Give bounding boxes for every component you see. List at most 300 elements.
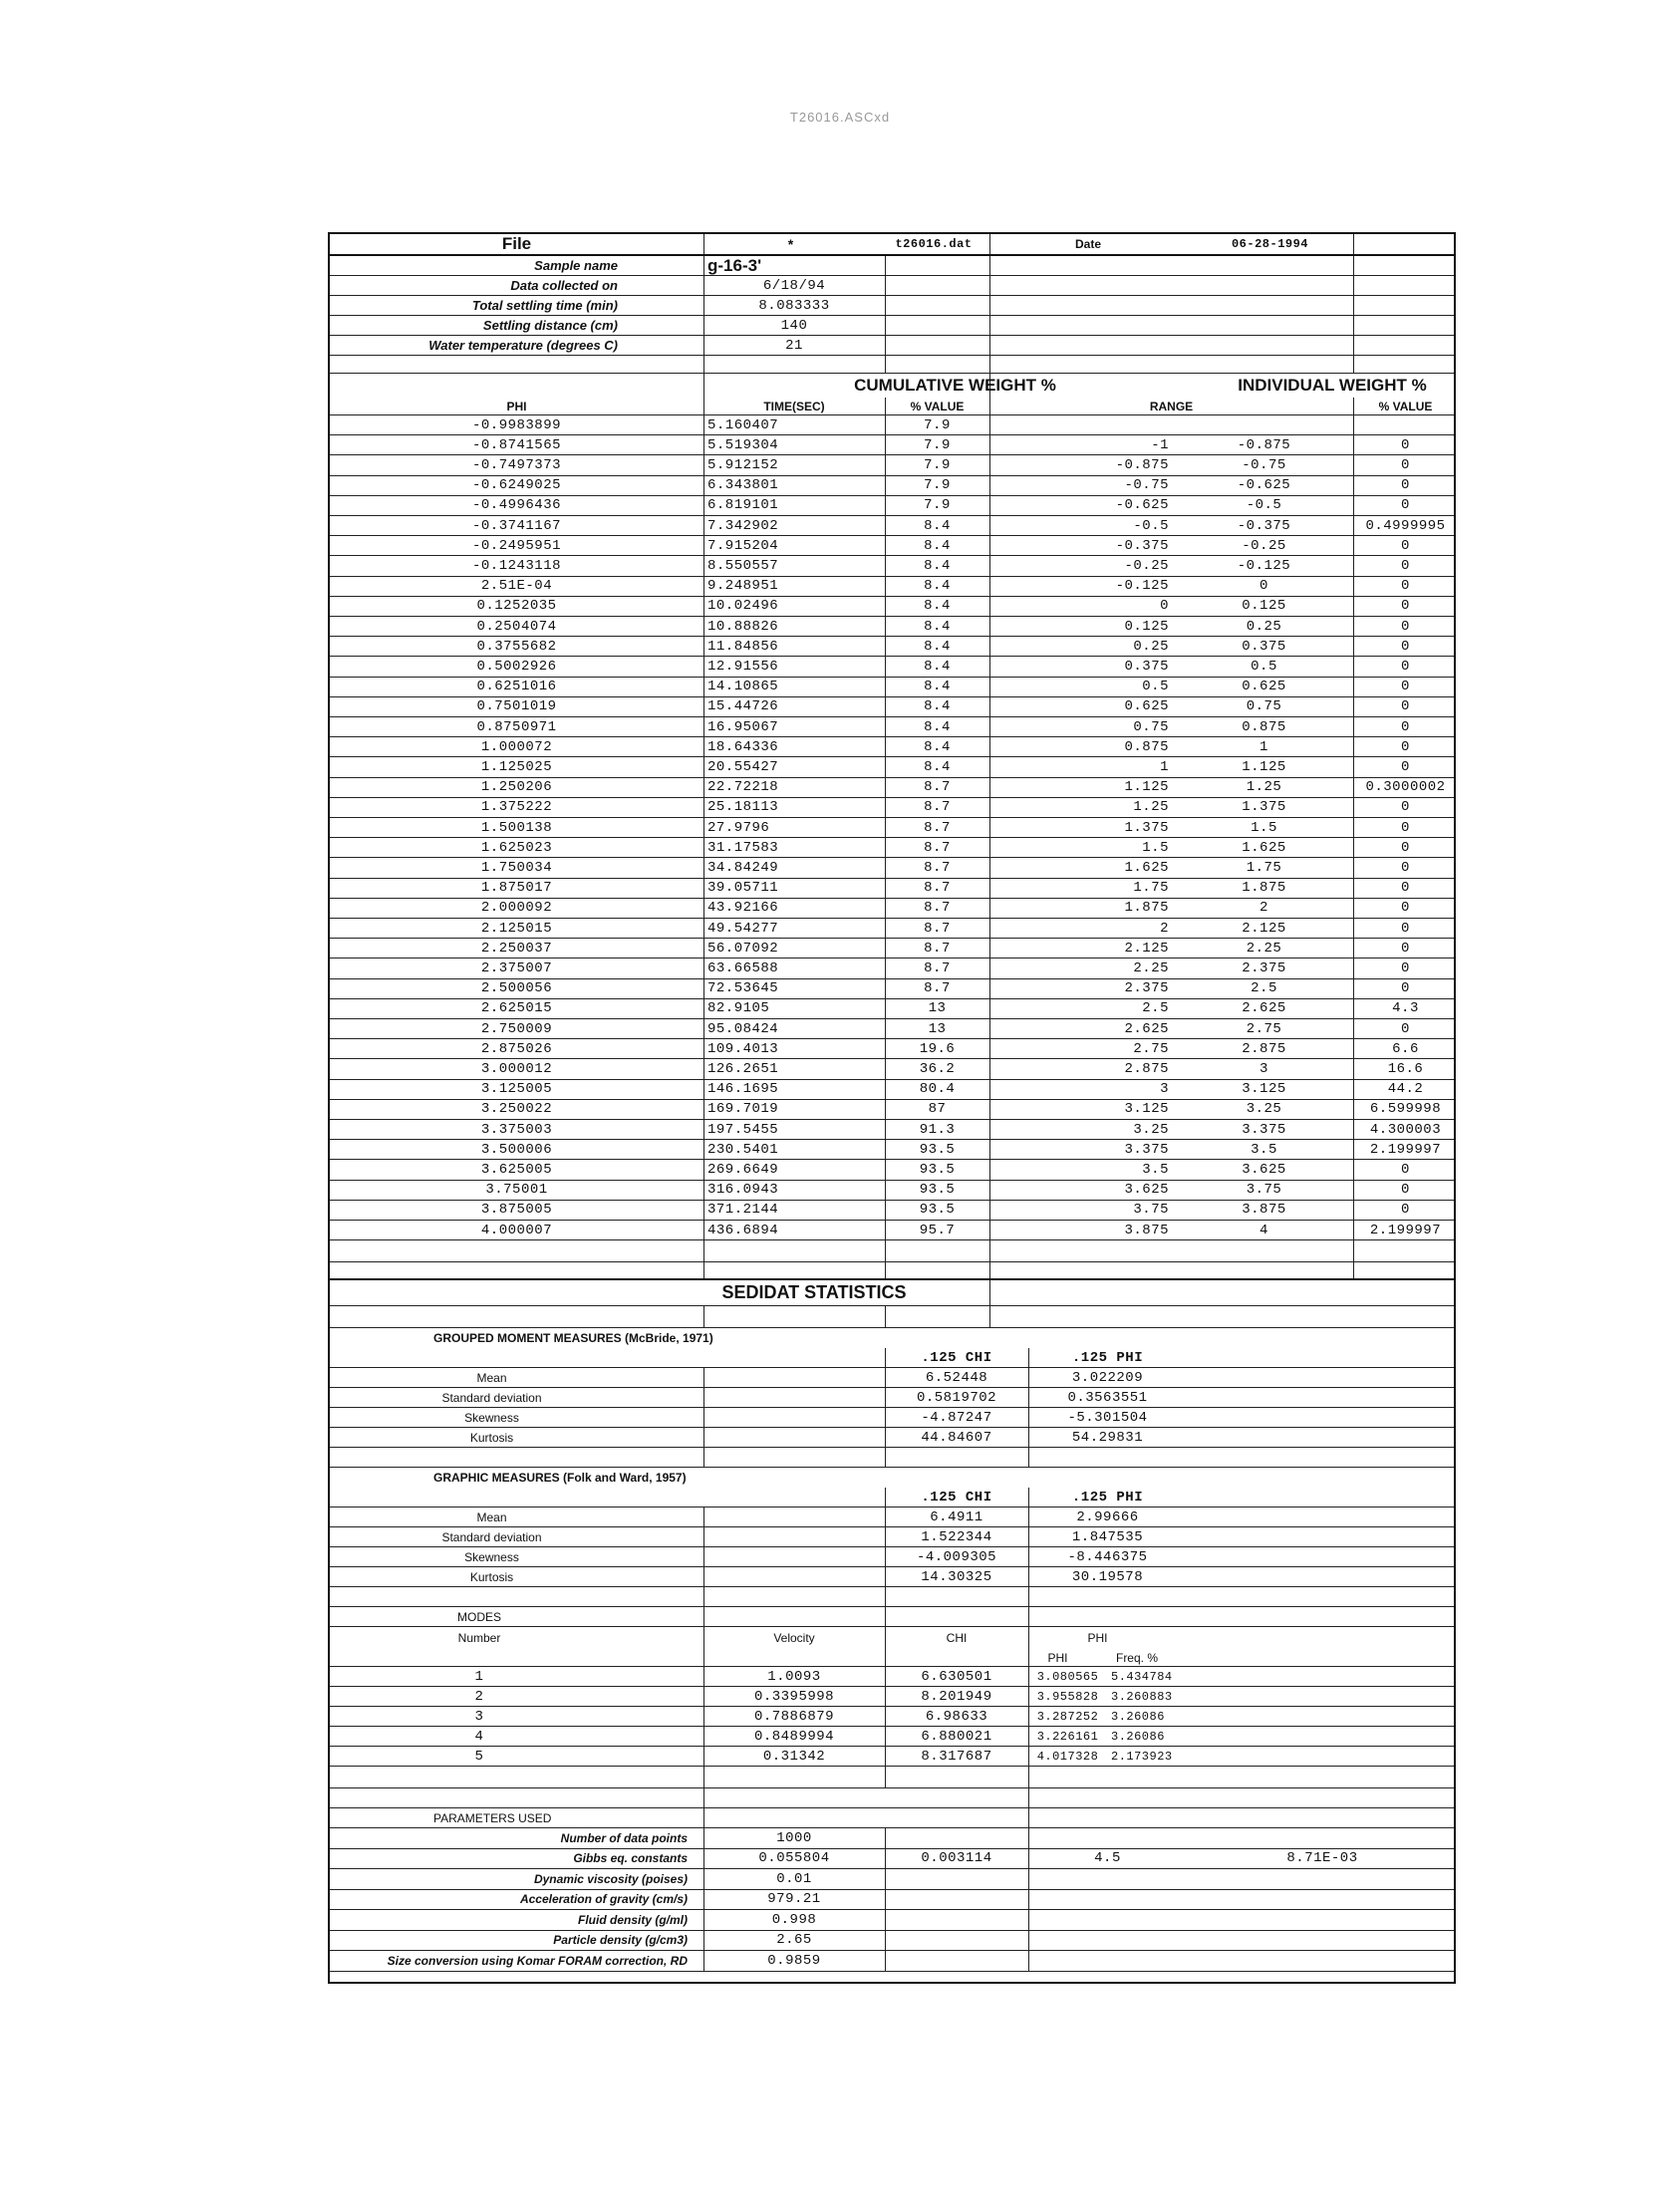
range-end-cell: 0.5 [1251,658,1277,675]
phi-cell: 0.5002926 [476,658,557,675]
range-end-cell: -0.125 [1237,557,1291,574]
range-start-cell: 1.5 [1142,839,1169,856]
phi-cell: 3.875005 [480,1202,553,1219]
param-value-2 [885,1951,1028,1971]
ind-value-cell: 0 [1401,880,1410,897]
phi-cell: 1.625023 [480,839,553,856]
cum-value-cell: 8.4 [924,658,951,675]
weight-row [330,1120,1454,1140]
graphic-col-chi: .125 CHI [921,1489,992,1506]
param-label: Particle density (g/cm3) [553,1933,688,1948]
phi-cell: 0.6251016 [476,679,557,695]
param-label: Dynamic viscosity (poises) [533,1871,688,1886]
cum-value-cell: 8.4 [924,698,951,715]
graphic-row [330,1567,1454,1587]
cum-value-cell: 8.7 [924,980,951,997]
range-start-cell: -1 [1151,436,1169,453]
cum-value-cell: 7.9 [924,436,951,453]
cum-value-cell: 7.9 [924,497,951,514]
ind-value-cell: 0 [1401,738,1410,755]
modes-sub-phi: PHI [1047,1650,1068,1665]
range-start-cell: 1.625 [1124,859,1169,876]
phi-cell: 1.125025 [480,758,553,775]
time-cell: 82.9105 [707,1000,770,1017]
cum-value-cell: 93.5 [919,1161,956,1178]
modes-col-number: Number [457,1631,501,1646]
cum-value-cell: 8.7 [924,959,951,976]
graphic-chi: 14.30325 [921,1568,992,1585]
file-name: t26016.dat [895,237,973,251]
param-value-2 [885,1931,1028,1951]
weight-row [330,899,1454,919]
phi-cell: 3.000012 [480,1060,553,1077]
cum-value-cell: 8.7 [924,859,951,876]
weight-row [330,1160,1454,1180]
param-row [330,1849,1454,1870]
moment-label: Standard deviation [441,1390,542,1405]
range-start-cell: -0.125 [1115,578,1169,595]
graphic-phi: -8.446375 [1067,1548,1148,1565]
cum-value-cell: 95.7 [919,1222,956,1238]
mode-freq: 3.260883 [1111,1689,1173,1704]
range-end-cell: -0.625 [1237,477,1291,494]
param-value-1: 2.65 [776,1932,812,1949]
range-end-cell: 1.25 [1246,779,1282,796]
range-start-cell: 2.25 [1133,959,1169,976]
time-cell: 6.343801 [707,477,779,494]
param-value-1: 0.998 [771,1911,817,1928]
mode-phi: 3.955828 [1036,1689,1099,1704]
range-end-cell: 1 [1260,738,1268,755]
range-start-cell: 0.625 [1124,698,1169,715]
ind-value-cell: 0 [1401,638,1410,655]
param-value-3 [1028,1951,1187,1971]
graphic-row [330,1527,1454,1547]
mode-number: 4 [474,1728,484,1745]
param-value-4 [1187,1828,1458,1848]
time-cell: 11.84856 [707,638,779,655]
graphic-phi: 1.847535 [1071,1528,1144,1545]
mode-number: 2 [474,1688,484,1705]
graphic-row [330,1507,1454,1527]
time-cell: 15.44726 [707,698,779,715]
range-start-cell: -0.75 [1124,477,1169,494]
mode-chi: 6.98633 [925,1708,988,1725]
ind-value-cell: 0.3000002 [1365,779,1446,796]
moment-label: Mean [476,1370,507,1385]
graphic-chi: 6.4911 [930,1508,983,1525]
time-cell: 7.342902 [707,517,779,534]
param-row [330,1951,1454,1972]
ind-value-cell: 0 [1401,658,1410,675]
moment-phi: 3.022209 [1071,1369,1144,1386]
weight-row [330,1019,1454,1039]
weight-row [330,455,1454,475]
cum-value-cell: 36.2 [919,1060,956,1077]
phi-cell: 2.750009 [480,1020,553,1037]
range-end-cell: 1.375 [1242,799,1286,816]
param-label: Gibbs eq. constants [573,1851,688,1866]
range-end-cell: 2 [1260,900,1268,917]
param-value-3: 4.5 [1094,1850,1121,1867]
param-value-4 [1187,1890,1458,1910]
time-cell: 230.5401 [707,1141,779,1158]
spacer-row [330,1262,1454,1280]
range-start-cell: 2 [1160,920,1169,937]
phi-cell: 2.250037 [480,940,553,957]
ind-value-cell: 0 [1401,859,1410,876]
range-end-cell: -0.25 [1242,537,1286,554]
ind-value-cell: 0 [1401,839,1410,856]
ind-value-cell: 0 [1401,456,1410,473]
modes-col-phi: PHI [1087,1631,1108,1646]
cum-value-cell: 8.4 [924,638,951,655]
ind-value-cell: 0 [1401,819,1410,836]
param-row [330,1890,1454,1911]
phi-cell: 4.000007 [480,1222,553,1238]
moment-title: GROUPED MOMENT MEASURES (McBride, 1971) [433,1331,713,1346]
time-cell: 6.819101 [707,497,779,514]
range-start-cell: 2.125 [1124,940,1169,957]
weight-row [330,879,1454,899]
range-end-cell: 0.875 [1242,718,1286,735]
time-cell: 72.53645 [707,980,779,997]
weight-row [330,556,1454,576]
spacer-row [330,356,1454,374]
moment-header-row [330,1348,1454,1368]
cum-value-cell: 8.7 [924,920,951,937]
range-start-cell: 2.75 [1133,1040,1169,1057]
mode-row [330,1707,1454,1727]
time-cell: 16.95067 [707,718,779,735]
cum-value-cell: 93.5 [919,1141,956,1158]
file-info-row [330,256,1454,276]
mode-phi: 3.080565 [1036,1669,1099,1684]
cum-value-cell: 8.4 [924,718,951,735]
file-info-row [330,296,1454,316]
moment-col-phi: .125 PHI [1071,1349,1144,1366]
moment-col-chi: .125 CHI [921,1349,992,1366]
ind-value-cell: 0 [1401,679,1410,695]
range-end-cell: 2.25 [1246,940,1282,957]
file-info-label: Data collected on [510,278,618,293]
cum-value-cell: 8.7 [924,880,951,897]
file-info-row [330,316,1454,336]
individual-title: INDIVIDUAL WEIGHT % [1238,376,1427,395]
graphic-row [330,1547,1454,1567]
time-cell: 436.6894 [707,1222,779,1238]
ind-value-cell: 0 [1401,959,1410,976]
range-start-cell: 3.5 [1142,1161,1169,1178]
cum-value-cell: 8.7 [924,799,951,816]
phi-cell: -0.3741167 [471,517,561,534]
range-end-cell: 0.375 [1242,638,1286,655]
cum-value-cell: 8.4 [924,517,951,534]
spacer-row [330,1306,1454,1328]
phi-cell: -0.7497373 [471,456,561,473]
time-cell: 5.912152 [707,456,779,473]
range-start-cell: 3.25 [1133,1121,1169,1138]
weight-row [330,536,1454,556]
weight-row [330,597,1454,617]
param-value-4 [1187,1951,1458,1971]
range-end-cell: 2.5 [1251,980,1277,997]
phi-cell: 2.375007 [480,959,553,976]
weight-row [330,678,1454,697]
mode-velocity: 0.3395998 [753,1688,835,1705]
time-cell: 169.7019 [707,1101,779,1118]
mode-chi: 8.317687 [921,1748,992,1765]
time-cell: 25.18113 [707,799,779,816]
weight-row [330,838,1454,858]
weight-row [330,435,1454,455]
col-range: RANGE [1149,399,1194,413]
phi-cell: 1.250206 [480,779,553,796]
weight-row [330,737,1454,757]
phi-cell: 0.3755682 [476,638,557,655]
range-start-cell: 3.625 [1124,1182,1169,1199]
moment-title-row [330,1328,1454,1348]
file-info-value: 8.083333 [758,297,830,314]
weight-row [330,1059,1454,1079]
ind-value-cell: 6.6 [1392,1040,1419,1057]
weight-row [330,1100,1454,1120]
phi-cell: 3.625005 [480,1161,553,1178]
range-start-cell: 3.375 [1124,1141,1169,1158]
cum-value-cell: 8.4 [924,679,951,695]
weight-row [330,757,1454,777]
param-value-1: 0.055804 [758,1850,830,1867]
param-value-3 [1028,1869,1187,1889]
phi-cell: 1.750034 [480,859,553,876]
time-cell: 146.1695 [707,1081,779,1098]
time-cell: 31.17583 [707,839,779,856]
range-start-cell: 2.625 [1124,1020,1169,1037]
range-start-cell: 0.125 [1124,618,1169,635]
range-end-cell: 3.5 [1251,1141,1277,1158]
cum-value-cell: 93.5 [919,1182,956,1199]
mode-velocity: 0.31342 [762,1748,826,1765]
weights-header-row [330,398,1454,415]
param-value-1: 0.9859 [767,1952,821,1969]
ind-value-cell: 0.4999995 [1365,517,1446,534]
weight-row [330,1201,1454,1221]
range-end-cell: 1.5 [1251,819,1277,836]
param-value-2: 0.003114 [921,1850,992,1867]
data-sheet [328,232,1456,1984]
cumulative-title: CUMULATIVE WEIGHT % [854,376,1056,395]
file-info-value: g-16-3' [707,256,762,275]
graphic-label: Standard deviation [441,1529,542,1544]
cum-value-cell: 93.5 [919,1202,956,1219]
col-value: % VALUE [910,399,965,413]
graphic-phi: 30.19578 [1071,1568,1144,1585]
graphic-title: GRAPHIC MEASURES (Folk and Ward, 1957) [433,1471,687,1486]
graphic-label: Kurtosis [469,1569,514,1584]
ind-value-cell: 0 [1401,598,1410,615]
ind-value-cell: 0 [1401,980,1410,997]
stats-title-row [330,1280,1454,1306]
range-end-cell: 3.625 [1242,1161,1286,1178]
range-end-cell: 0.25 [1246,618,1282,635]
weight-row [330,637,1454,657]
params-title: PARAMETERS USED [433,1810,552,1825]
range-end-cell: 3.875 [1242,1202,1286,1219]
ind-value-cell: 2.199997 [1369,1141,1442,1158]
cum-value-cell: 80.4 [919,1081,956,1098]
phi-cell: 1.875017 [480,880,553,897]
stats-title: SEDIDAT STATISTICS [721,1282,907,1303]
phi-cell: -0.2495951 [471,537,561,554]
spacer-row [330,1788,1454,1808]
time-cell: 5.519304 [707,436,779,453]
cum-value-cell: 7.9 [924,416,951,433]
param-value-2 [885,1828,1028,1848]
range-end-cell: 3.375 [1242,1121,1286,1138]
range-end-cell: 3.25 [1246,1101,1282,1118]
param-row [330,1910,1454,1931]
ind-value-cell: 0 [1401,1161,1410,1178]
mode-phi: 3.287252 [1036,1709,1099,1724]
moment-row [330,1408,1454,1428]
ind-value-cell: 16.6 [1387,1060,1424,1077]
time-cell: 43.92166 [707,900,779,917]
moment-phi: -5.301504 [1067,1409,1148,1426]
time-cell: 10.02496 [707,598,779,615]
weight-row [330,617,1454,637]
weight-row [330,858,1454,878]
mode-velocity: 0.8489994 [753,1728,835,1745]
time-cell: 109.4013 [707,1040,779,1057]
range-start-cell: -0.375 [1115,537,1169,554]
cum-value-cell: 8.4 [924,738,951,755]
range-end-cell: 1.125 [1242,758,1286,775]
param-value-2 [885,1869,1028,1889]
mode-freq: 3.26086 [1111,1709,1165,1724]
modes-col-chi: CHI [946,1631,968,1646]
ind-value-cell: 0 [1401,436,1410,453]
range-end-cell: -0.375 [1237,517,1291,534]
moment-row [330,1368,1454,1388]
range-end-cell: 0.125 [1242,598,1286,615]
col-ind-value: % VALUE [1378,399,1433,413]
weight-row [330,979,1454,999]
weight-row [330,476,1454,496]
param-label: Number of data points [560,1830,688,1845]
moment-chi: 44.84607 [921,1429,992,1446]
mode-chi: 6.630501 [921,1668,992,1685]
range-start-cell: -0.625 [1115,497,1169,514]
range-start-cell: 1.125 [1124,779,1169,796]
weights-title-row [330,374,1454,398]
range-end-cell: -0.75 [1242,456,1286,473]
phi-cell: 1.500138 [480,819,553,836]
cum-value-cell: 7.9 [924,456,951,473]
phi-cell: 2.125015 [480,920,553,937]
range-end-cell: 0.75 [1246,698,1282,715]
param-value-3 [1028,1931,1187,1951]
cum-value-cell: 87 [928,1101,947,1118]
mode-freq: 2.173923 [1111,1749,1173,1764]
range-start-cell: 1.875 [1124,900,1169,917]
time-cell: 22.72218 [707,779,779,796]
graphic-chi: 1.522344 [921,1528,992,1545]
cum-value-cell: 8.4 [924,758,951,775]
weight-row [330,959,1454,978]
range-start-cell [989,415,1175,434]
cum-value-cell: 8.7 [924,900,951,917]
phi-cell: 3.250022 [480,1101,553,1118]
cum-value-cell: 7.9 [924,477,951,494]
modes-col-velocity: Velocity [773,1631,815,1646]
range-start-cell: 0 [1160,598,1169,615]
range-end-cell: 4 [1260,1222,1268,1238]
ind-value-cell: 0 [1401,900,1410,917]
range-end-cell: 3 [1260,1060,1268,1077]
page-header: T26016.ASCxd [789,110,891,125]
phi-cell: 0.8750971 [476,718,557,735]
ind-value-cell: 0 [1401,537,1410,554]
range-start-cell: 2.5 [1142,1000,1169,1017]
weight-row [330,1181,1454,1201]
weight-row [330,999,1454,1019]
param-value-2 [885,1890,1028,1910]
mode-freq: 5.434784 [1111,1669,1173,1684]
ind-value-cell: 0 [1401,920,1410,937]
phi-cell: 2.500056 [480,980,553,997]
ind-value-cell: 0 [1401,698,1410,715]
range-end-cell: 1.75 [1246,859,1282,876]
mode-row [330,1667,1454,1687]
param-value-1: 0.01 [776,1870,812,1887]
range-end-cell: 0.625 [1242,679,1286,695]
weight-row [330,1140,1454,1160]
range-end-cell: 2.75 [1246,1020,1282,1037]
range-end-cell: 3.75 [1246,1182,1282,1199]
mode-velocity: 0.7886879 [753,1708,835,1725]
file-info-value: 140 [780,317,808,334]
range-end-cell: 2.375 [1242,959,1286,976]
weight-row [330,939,1454,959]
time-cell: 63.66588 [707,959,779,976]
phi-cell: -0.6249025 [471,477,561,494]
time-cell: 9.248951 [707,578,779,595]
file-row [330,234,1454,256]
param-value-4: 8.71E-03 [1286,1850,1358,1867]
time-cell: 8.550557 [707,557,779,574]
moment-row [330,1428,1454,1448]
phi-cell: -0.9983899 [471,416,561,433]
range-end-cell: 3.125 [1242,1081,1286,1098]
time-cell: 34.84249 [707,859,779,876]
weight-row [330,1080,1454,1100]
time-cell: 7.915204 [707,537,779,554]
modes-title-row [330,1607,1454,1627]
weight-row [330,697,1454,717]
param-value-3 [1028,1910,1187,1930]
range-end-cell: 2.875 [1242,1040,1286,1057]
weight-row [330,778,1454,798]
mode-chi: 6.880021 [921,1728,992,1745]
moment-chi: 0.5819702 [916,1389,997,1406]
spacer-row [330,1240,1454,1262]
phi-cell: 0.1252035 [476,598,557,615]
param-row [330,1828,1454,1849]
graphic-label: Skewness [464,1549,519,1564]
time-cell: 12.91556 [707,658,779,675]
time-cell: 49.54277 [707,920,779,937]
time-cell: 27.9796 [707,819,770,836]
